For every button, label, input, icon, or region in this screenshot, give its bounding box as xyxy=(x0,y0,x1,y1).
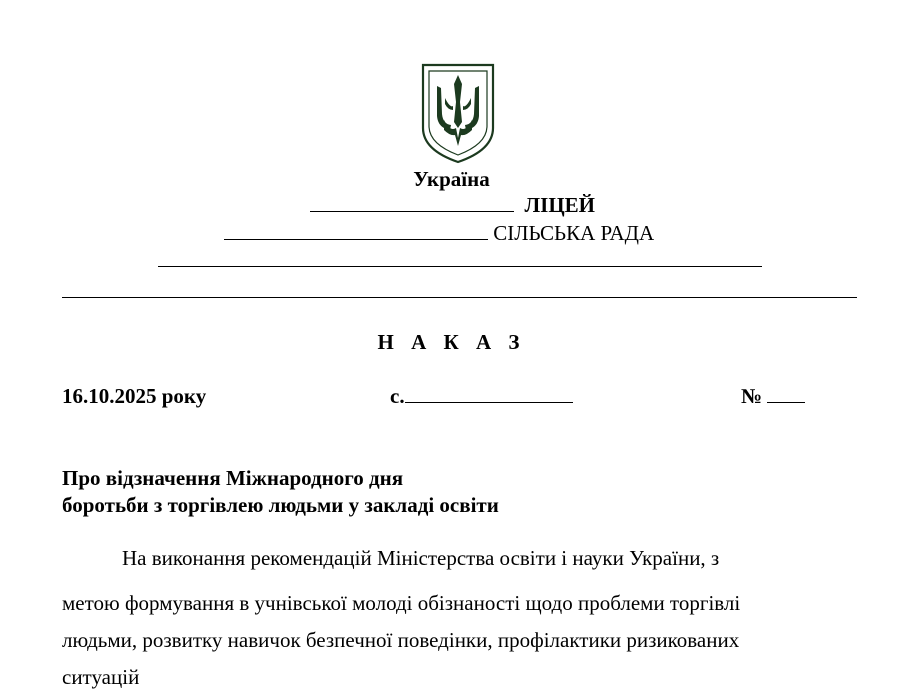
council-name-blank xyxy=(224,223,488,240)
council-name-line xyxy=(224,221,654,246)
address-blank-line xyxy=(158,266,762,267)
place-blank xyxy=(405,386,573,403)
order-subject xyxy=(62,465,499,519)
document-title: Н А К А З xyxy=(377,330,526,354)
subject-line-2: боротьби з торгівлею людьми у закладі освіти xyxy=(62,493,499,517)
school-name-line xyxy=(310,193,595,218)
coat-of-arms-icon xyxy=(420,62,496,164)
order-number xyxy=(741,384,805,409)
body-line-3: людьми, розвитку навичок безпечної поведінки, профілактики ризикованих xyxy=(62,628,740,652)
number-blank xyxy=(767,386,805,403)
school-name-blank xyxy=(310,195,514,212)
header-divider xyxy=(62,297,857,298)
school-label: ЛІЦЕЙ xyxy=(524,193,595,217)
body-line-1: На виконання рекомендацій Міністерства освіти і науки України, з xyxy=(122,546,720,570)
place-prefix: с. xyxy=(390,384,405,408)
country-name: Україна xyxy=(413,167,490,191)
number-prefix: № xyxy=(741,384,763,408)
subject-line-1: Про відзначення Міжнародного дня xyxy=(62,466,404,490)
order-date: 16.10.2025 року xyxy=(62,384,207,408)
council-label: СІЛЬСЬКА РАДА xyxy=(493,221,655,245)
body-line-2: метою формування в учнівської молоді обізнаності щодо проблеми торгівлі xyxy=(62,591,741,615)
order-place xyxy=(390,384,573,409)
body-line-4: ситуацій xyxy=(62,665,140,689)
